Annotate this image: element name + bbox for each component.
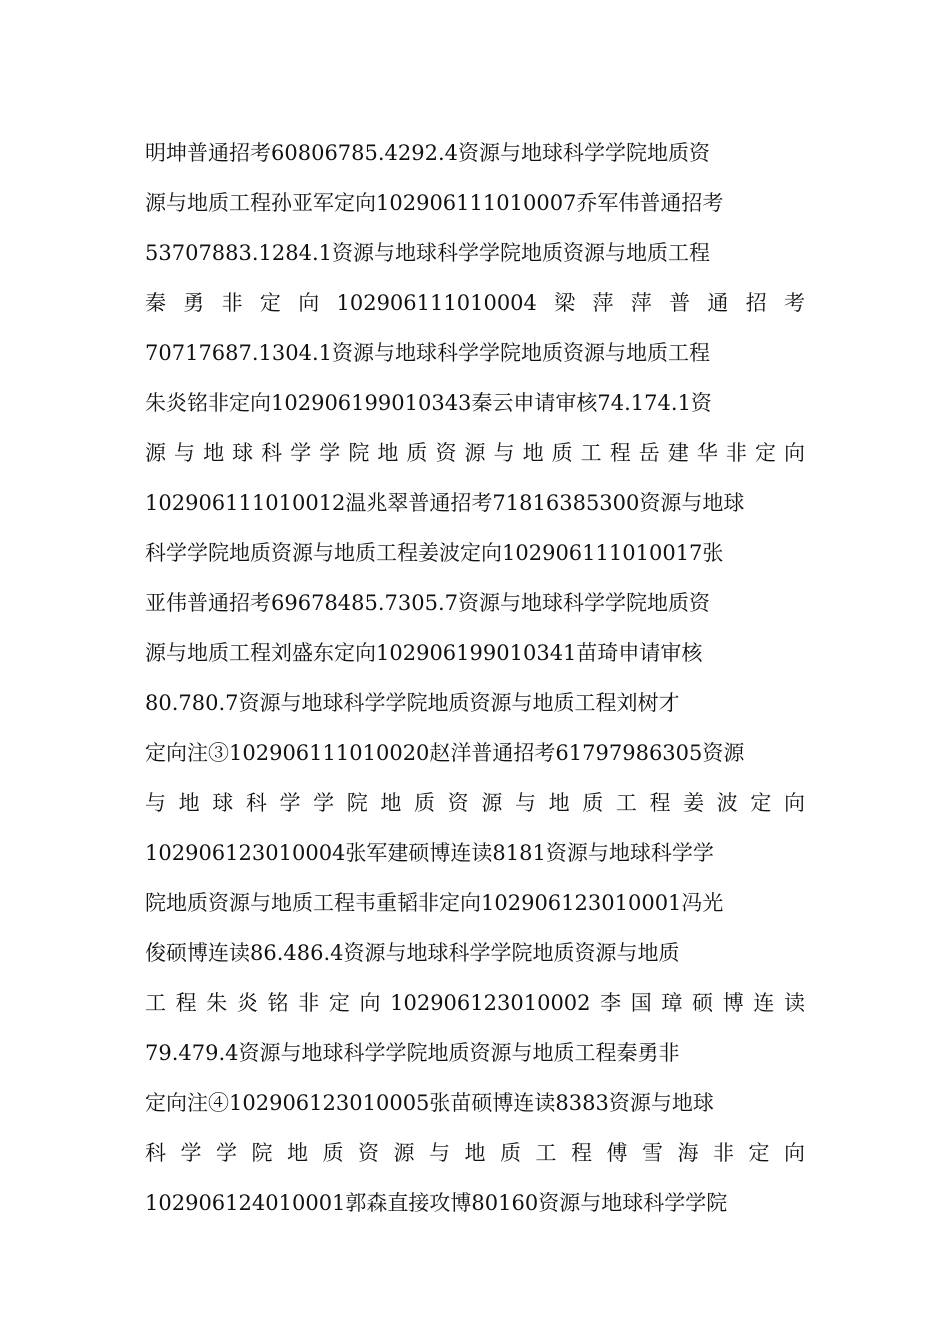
text-line: 院地质资源与地质工程韦重韬非定向102906123010001冯光: [145, 891, 724, 915]
text-line: 102906123010004张军建硕博连读8181资源与地球科学学: [145, 841, 714, 865]
text-line: 102906111010012温兆翠普通招考71816385300资源与地球: [145, 491, 745, 515]
text-line: 工程朱炎铭非定向102906123010002李国璋硕博连读: [145, 991, 805, 1015]
text-line: 源与地球科学学院地质资源与地质工程岳建华非定向: [145, 441, 805, 465]
document-body: [145, 134, 805, 1234]
text-line: 亚伟普通招考69678485.7305.7资源与地球科学学院地质资: [145, 591, 711, 615]
text-line: 70717687.1304.1资源与地球科学学院地质资源与地质工程: [145, 341, 711, 365]
text-line: 源与地质工程孙亚军定向102906111010007乔军伟普通招考: [145, 191, 724, 215]
text-line: 80.780.7资源与地球科学学院地质资源与地质工程刘树才: [145, 691, 680, 715]
text-line: 科学学院地质资源与地质工程傅雪海非定向: [145, 1141, 805, 1165]
text-line: 朱炎铭非定向102906199010343秦云申请审核74.174.1资: [145, 391, 712, 415]
text-line: 科学学院地质资源与地质工程姜波定向102906111010017张: [145, 541, 724, 565]
text-line: 定向注④102906123010005张苗硕博连读8383资源与地球: [145, 1091, 714, 1115]
text-line: 俊硕博连读86.486.4资源与地球科学学院地质资源与地质: [145, 941, 680, 965]
text-line: 定向注③102906111010020赵洋普通招考61797986305资源: [145, 741, 745, 765]
text-line: 102906124010001郭森直接攻博80160资源与地球科学学院: [145, 1191, 728, 1215]
text-line: 秦勇非定向102906111010004梁萍萍普通招考: [145, 291, 805, 315]
text-line: 79.479.4资源与地球科学学院地质资源与地质工程秦勇非: [145, 1041, 680, 1065]
text-line: 源与地质工程刘盛东定向102906199010341苗琦申请审核: [145, 641, 703, 665]
text-line: 与地球科学学院地质资源与地质工程姜波定向: [145, 791, 805, 815]
text-line: 53707883.1284.1资源与地球科学学院地质资源与地质工程: [145, 241, 711, 265]
text-line: 明坤普通招考60806785.4292.4资源与地球科学学院地质资: [145, 141, 711, 165]
